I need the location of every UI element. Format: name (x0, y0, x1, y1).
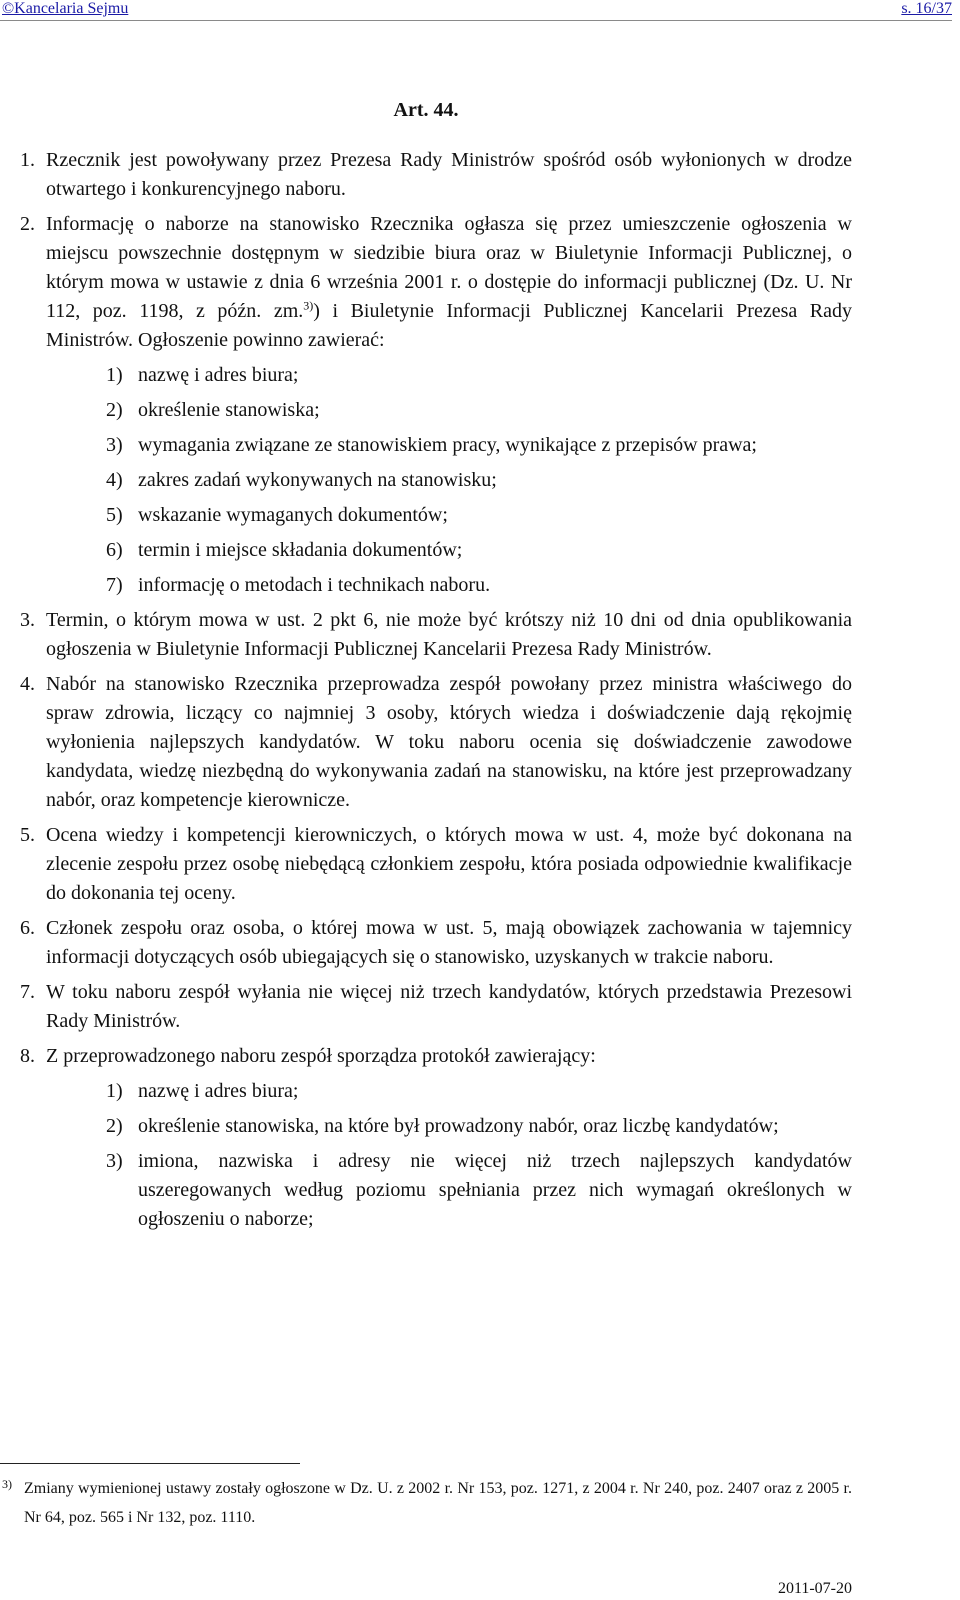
list-item-text: nazwę i adres biura; (138, 364, 299, 386)
list-item-text: termin i miejsce składania dokumentów; (138, 539, 463, 561)
paragraph-number: 6. (20, 917, 35, 939)
list-item (46, 396, 852, 425)
paragraph-7 (0, 978, 852, 1036)
footnote-number: 3) (2, 1477, 12, 1491)
list-item-number: 3) (106, 434, 123, 456)
list-item-number: 6) (106, 539, 123, 561)
paragraph-number: 8. (20, 1045, 35, 1067)
paragraph-1 (0, 146, 852, 204)
list-item (46, 501, 852, 530)
paragraph-8 (0, 1042, 852, 1234)
paragraph-4 (0, 670, 852, 815)
list-item-number: 2) (106, 1115, 123, 1137)
footnote-reference[interactable]: 3) (303, 298, 314, 313)
paragraph-number: 3. (20, 609, 35, 631)
paragraph-number: 4. (20, 673, 35, 695)
paragraph-text: Członek zespołu oraz osoba, o której mowa w ust. 5, mają obowiązek zachowania w tajemnicy informacji dotyczących osób ubiegających się o stanowisko, uzyskanych w trakcie naboru. (46, 917, 852, 968)
paragraph-6 (0, 914, 852, 972)
article-body (0, 146, 852, 1240)
list-item-number: 7) (106, 574, 123, 596)
paragraph-3 (0, 606, 852, 664)
article-title: Art. 44. (393, 99, 459, 121)
list-item-number: 4) (106, 469, 123, 491)
paragraph-text: W toku naboru zespół wyłania nie więcej niż trzech kandydatów, których przedstawia Prezesowi Rady Ministrów. (46, 981, 852, 1032)
list-item-number: 5) (106, 504, 123, 526)
paragraph-text: Informację o naborze na stanowisko Rzecznika ogłasza się przez umieszczenie ogłoszenia w miejscu powszechnie dostępnym w siedzibie biura oraz w Biuletynie Informacji Publicznej, o którym mowa w ustawie z dnia 6 września 2001 r. o dostępie do informacji publicznej (Dz. U. Nr 112, poz. 1198, z późn. zm. (46, 213, 852, 322)
list-item-number: 3) (106, 1150, 123, 1172)
list-item-text: nazwę i adres biura; (138, 1080, 299, 1102)
list-item-number: 1) (106, 1080, 123, 1102)
paragraph-text: Z przeprowadzonego naboru zespół sporządza protokół zawierający: (46, 1045, 596, 1067)
list-item (46, 536, 852, 565)
paragraph-number: 7. (20, 981, 35, 1003)
paragraph-number: 2. (20, 213, 35, 235)
paragraph-text-continued: ) i Biuletynie Informacji Publicznej Kancelarii Prezesa Rady Ministrów. Ogłoszenie powinno zawierać: (46, 300, 852, 351)
paragraph-5 (0, 821, 852, 908)
paragraph-number: 5. (20, 824, 35, 846)
paragraph-text: Nabór na stanowisko Rzecznika przeprowadza zespół powołany przez ministra właściwego do spraw zdrowia, liczący co najmniej 3 osoby, których wiedza i doświadczenie dają rękojmię wyłonienia najlepszych kandydatów. W toku naboru ocenia się doświadczenie zawodowe kandydata, wiedzę niezbędną do wykonywania zadań na stanowisku, na które jest przeprowadzany nabór, oraz kompetencje kierownicze. (46, 673, 852, 811)
header-rule (0, 20, 952, 21)
list-item-text: wymagania związane ze stanowiskiem pracy, wynikające z przepisów prawa; (138, 434, 757, 456)
publisher-link[interactable]: ©Kancelaria Sejmu (2, 0, 129, 17)
list-item-number: 2) (106, 399, 123, 421)
paragraph-text: Termin, o którym mowa w ust. 2 pkt 6, nie może być krótszy niż 10 dni od dnia opublikowania ogłoszenia w Biuletynie Informacji Publicznej Kancelarii Prezesa Rady Ministrów. (46, 609, 852, 660)
list-item (46, 1147, 852, 1234)
footnote (0, 1474, 852, 1532)
announcement-items-list (46, 361, 852, 600)
protocol-items-list (46, 1077, 852, 1234)
list-item (46, 571, 852, 600)
list-item (46, 431, 852, 460)
list-item-text: wskazanie wymaganych dokumentów; (138, 504, 448, 526)
list-item-text: informację o metodach i technikach naboru. (138, 574, 491, 596)
list-item-text: imiona, nazwiska i adresy nie więcej niż trzech najlepszych kandydatów uszeregowanych według poziomu spełniania przez nich wymagań określonych w ogłoszeniu o naborze; (138, 1150, 852, 1230)
page-header (2, 0, 952, 22)
list-item-text: zakres zadań wykonywanych na stanowisku; (138, 469, 497, 491)
page-number-link[interactable]: s. 16/37 (901, 0, 952, 17)
list-item-text: określenie stanowiska; (138, 399, 320, 421)
footnote-text: Zmiany wymienionej ustawy zostały ogłoszone w Dz. U. z 2002 r. Nr 153, poz. 1271, z 2004 r. Nr 240, poz. 2407 oraz z 2005 r. Nr 64, poz. 565 i Nr 132, poz. 1110. (24, 1480, 852, 1526)
paragraph-2 (0, 210, 852, 600)
list-item-text: określenie stanowiska, na które był prowadzony nabór, oraz liczbę kandydatów; (138, 1115, 779, 1137)
list-item (46, 1077, 852, 1106)
list-item (46, 1112, 852, 1141)
document-date: 2011-07-20 (777, 1580, 852, 1597)
paragraph-number: 1. (20, 149, 35, 171)
list-item (46, 466, 852, 495)
footnote-separator (0, 1463, 300, 1464)
paragraph-text: Rzecznik jest powoływany przez Prezesa Rady Ministrów spośród osób wyłonionych w drodze otwartego i konkurencyjnego naboru. (46, 149, 852, 200)
list-item-number: 1) (106, 364, 123, 386)
paragraph-text: Ocena wiedzy i kompetencji kierowniczych, o których mowa w ust. 4, może być dokonana na zlecenie zespołu przez osobę niebędącą członkiem zespołu, która posiada odpowiednie kwalifikacje do dokonania tej oceny. (46, 824, 852, 904)
list-item (46, 361, 852, 390)
